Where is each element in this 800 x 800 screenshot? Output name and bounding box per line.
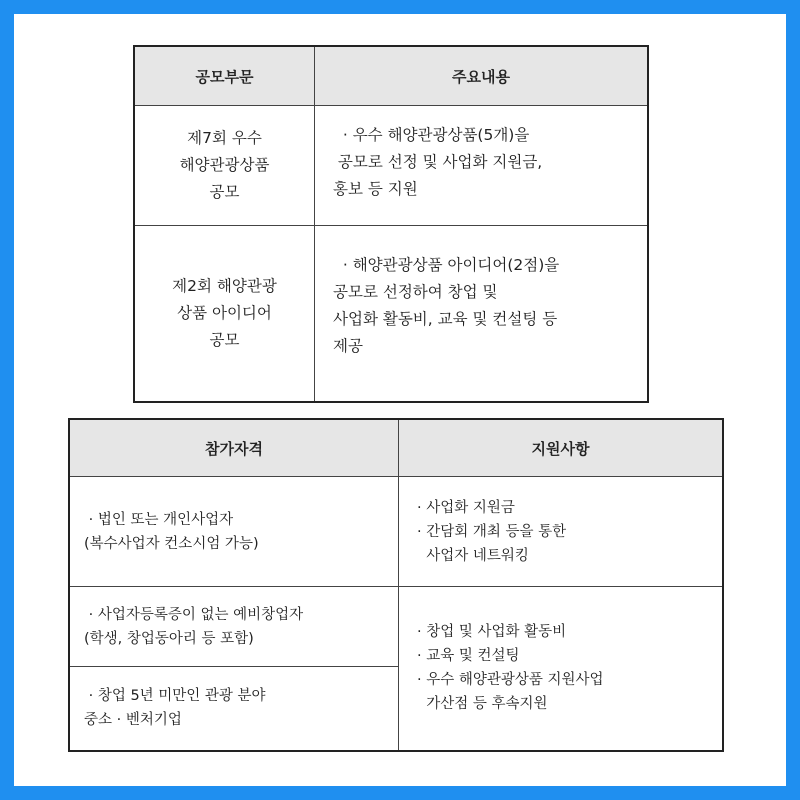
content-line: · 우수 해양관광상품(5개)을	[333, 126, 530, 144]
eligibility-cell	[69, 477, 399, 587]
content-line: 제공	[333, 337, 363, 355]
category-line: 상품 아이디어	[177, 303, 272, 322]
eligibility-line: · 사업자등록증이 없는 예비창업자	[84, 606, 304, 623]
eligibility-header-row	[69, 419, 723, 477]
eligibility-line: (학생, 창업동아리 등 포함)	[84, 630, 254, 647]
eligibility-line: · 창업 5년 미만인 관광 분야	[84, 688, 266, 705]
support-line: · 간담회 개최 등을 통한	[417, 523, 567, 540]
support-line: · 사업화 지원금	[417, 499, 515, 516]
content-line: 공모로 선정하여 창업 및	[333, 283, 498, 301]
eligibility-row-1	[69, 477, 723, 587]
contest-content-cell	[315, 226, 649, 402]
contest-category-cell	[134, 106, 315, 226]
header-contest-category: 공모부문	[134, 46, 315, 106]
contest-row-2	[134, 226, 648, 402]
eligibility-line: 중소 · 벤처기업	[84, 712, 182, 729]
category-line: 제7회 우수	[187, 129, 262, 147]
eligibility-cell	[69, 587, 399, 667]
support-line: · 교육 및 컨설팅	[417, 648, 520, 665]
content-line: · 해양관광상품 아이디어(2점)을	[333, 256, 560, 274]
support-line: · 창업 및 사업화 활동비	[417, 624, 567, 641]
eligibility-line: · 법인 또는 개인사업자	[84, 511, 234, 528]
contest-row-1	[134, 106, 648, 226]
category-line: 제2회 해양관광	[172, 276, 277, 295]
category-line: 공모	[209, 330, 240, 349]
contest-header-row	[134, 46, 648, 106]
contest-table	[133, 45, 649, 403]
support-line: 사업자 네트워킹	[417, 547, 529, 564]
support-line: · 우수 해양관광상품 지원사업	[417, 672, 604, 689]
category-line: 공모	[209, 183, 240, 201]
support-cell	[399, 587, 724, 751]
content-line: 홍보 등 지원	[333, 180, 418, 198]
header-main-content: 주요내용	[315, 46, 649, 106]
header-support: 지원사항	[399, 419, 724, 477]
contest-category-cell	[134, 226, 315, 402]
header-eligibility: 참가자격	[69, 419, 399, 477]
support-cell	[399, 477, 724, 587]
eligibility-line: (복수사업자 컨소시엄 가능)	[84, 535, 259, 552]
eligibility-cell	[69, 667, 399, 751]
contest-content-cell	[315, 106, 649, 226]
category-line: 해양관광상품	[179, 156, 270, 174]
eligibility-table	[68, 418, 724, 752]
support-line: 가산점 등 후속지원	[417, 696, 548, 713]
content-line: 사업화 활동비, 교육 및 컨설팅 등	[333, 310, 558, 328]
content-line: 공모로 선정 및 사업화 지원금,	[333, 153, 543, 171]
eligibility-row-2	[69, 587, 723, 667]
